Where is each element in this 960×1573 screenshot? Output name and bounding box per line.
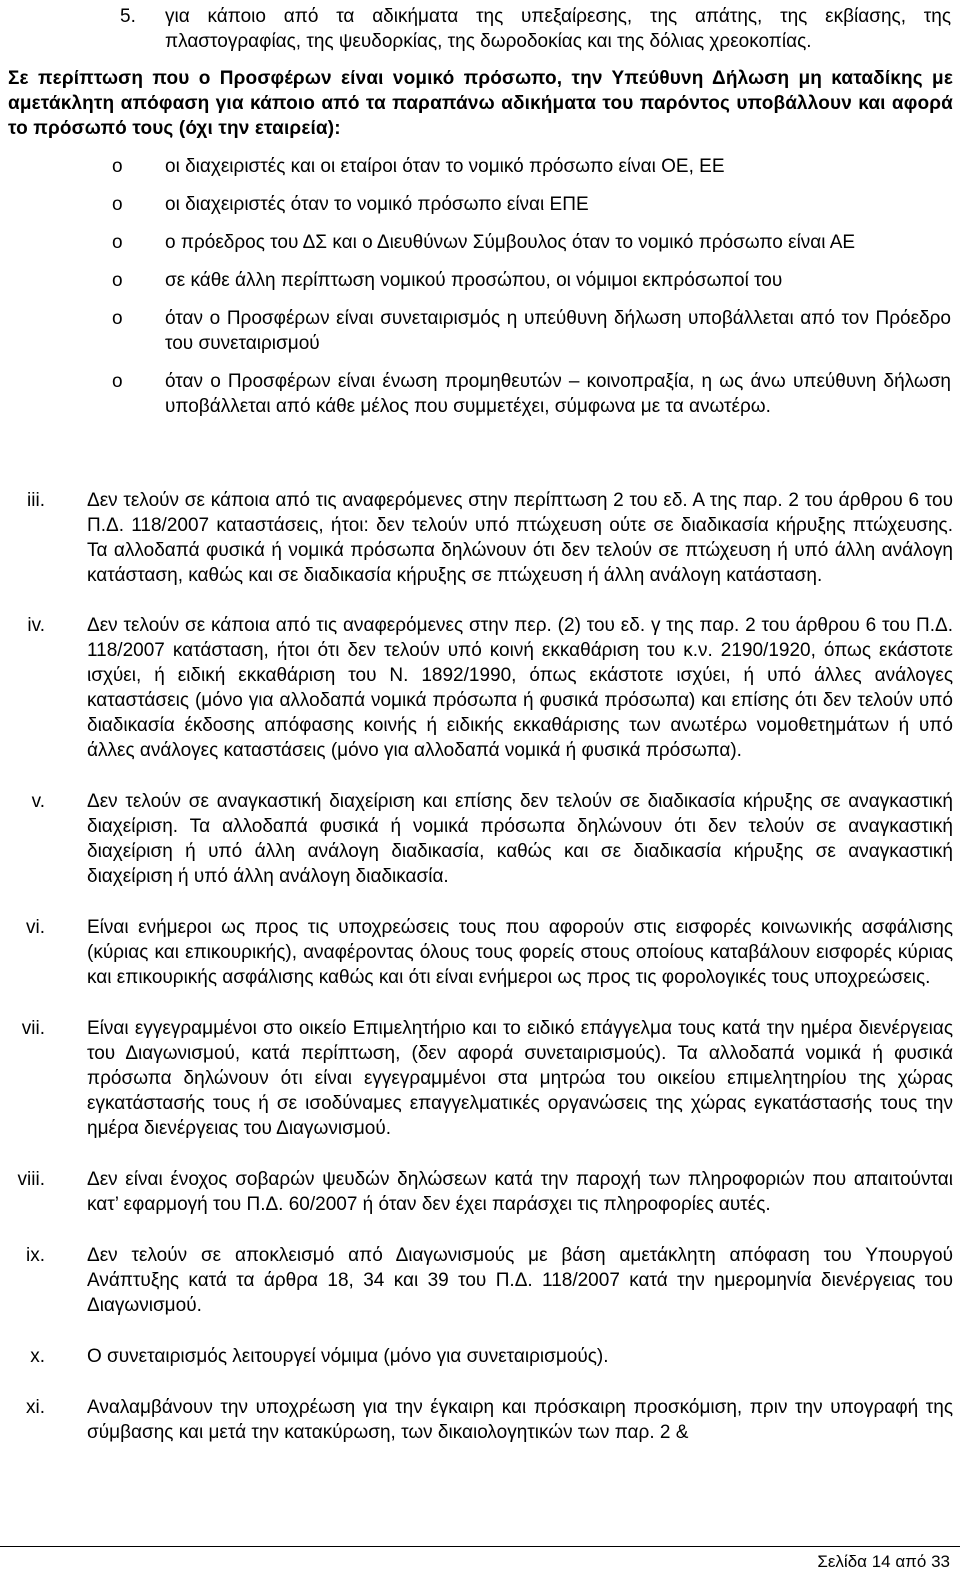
list-item: [0, 1344, 960, 1369]
list-item: [0, 369, 960, 419]
list-item: [0, 154, 960, 179]
list-item: [0, 915, 960, 990]
bullet-marker: o: [112, 270, 123, 291]
list-item-number: vii.: [21, 1018, 45, 1039]
bullet-marker: o: [112, 194, 123, 215]
page-number: Σελίδα 14 από 33: [817, 1552, 950, 1571]
list-item-number: vi.: [26, 917, 45, 938]
list-item-text: όταν ο Προσφέρων είναι ένωση προμηθευτών – κοινοπραξία, η ως άνω υπεύθυνη δήλωση υποβάλλεται από κάθε μέλος που συμμετέχει, σύμφωνα με τα ανωτέρω.: [165, 371, 951, 417]
list-item: [0, 1243, 960, 1318]
footer-divider: [0, 1546, 960, 1547]
list-item-number: xi.: [26, 1397, 45, 1418]
list-item: [0, 192, 960, 217]
legal-entity-paragraph: Σε περίπτωση που ο Προσφέρων είναι νομικό πρόσωπο, την Υπεύθυνη Δήλωση μη καταδίκης με αμετάκλητη απόφαση για κάποιο από τα παραπάνω αδικήματα του παρόντος υποβάλλουν και αφορά το πρόσωπό τους (όχι την εταιρεία):: [8, 68, 953, 139]
list-item-number: iv.: [27, 615, 45, 636]
list-item-text: Δεν τελούν σε αναγκαστική διαχείριση και επίσης δεν τελούν σε διαδικασία κήρυξης σε αναγκαστική διαχείριση. Τα αλλοδαπά φυσικά ή νομικά πρόσωπα δηλώνουν ότι δεν τελούν σε αναγκαστική διαχείριση ή υπό άλλη ανάλογη διαδικασία, καθώς και σε διαδικασία κήρυξης σε αναγκαστική διαχείριση ή υπό άλλη ανάλογη διαδικασία.: [87, 791, 953, 887]
list-item-text: σε κάθε άλλη περίπτωση νομικού προσώπου, οι νόμιμοι εκπρόσωποί του: [165, 270, 783, 291]
list-item-text: Δεν είναι ένοχος σοβαρών ψευδών δηλώσεων κατά την παροχή των πληροφοριών που απαιτούνται κατ’ εφαρμογή του Π.Δ. 60/2007 ή όταν δεν έχει παράσχει τις πληροφορίες αυτές.: [87, 1169, 953, 1215]
list-item: [0, 1016, 960, 1141]
bullet-marker: o: [112, 308, 123, 329]
list-item-text: Δεν τελούν σε αποκλεισμό από Διαγωνισμούς με βάση αμετάκλητη απόφαση του Υπουργού Ανάπτυξης κατά τα άρθρα 18, 34 και 39 του Π.Δ. 118/2007 κατά την ημερομηνία διενέργειας του Διαγωνισμού.: [87, 1245, 953, 1316]
list-item: [0, 1167, 960, 1217]
item-5-text: για κάποιο από τα αδικήματα της υπεξαίρεσης, της απάτης, της εκβίασης, της πλαστογραφίας, της ψευδορκίας, της δωροδοκίας και της δόλιας χρεοκοπίας.: [165, 6, 951, 52]
list-item-text: ο πρόεδρος του ΔΣ και ο Διευθύνων Σύμβουλος όταν το νομικό πρόσωπο είναι ΑΕ: [165, 232, 856, 253]
roman-numbered-list: [0, 488, 960, 1445]
list-item: [0, 789, 960, 889]
list-item-text: Ο συνεταιρισμός λειτουργεί νόμιμα (μόνο για συνεταιρισμούς).: [87, 1346, 609, 1367]
list-item-number: x.: [30, 1346, 45, 1367]
bullet-marker: o: [112, 371, 123, 392]
list-item-number: v.: [31, 791, 45, 812]
list-item-text: Είναι εγγεγραμμένοι στο οικείο Επιμελητήριο και το ειδικό επάγγελμα τους κατά την ημέρα διενέργειας του Διαγωνισμού, κατά περίπτωση, (δεν αφορά συνεταιρισμούς). Τα αλλοδαπά νομικά ή φυσικά πρόσωπα δηλώνουν ότι είναι εγγεγραμμένοι στα μητρώα του οικείου επιμελητηρίου της χώρας εγκατάστασής τους ή σε ισοδύναμες επαγγελματικές οργανώσεις της χώρας εγκατάστασής τους την ημέρα διενέργειας του Διαγωνισμού.: [87, 1018, 953, 1139]
list-item: [0, 1395, 960, 1445]
list-item-text: Δεν τελούν σε κάποια από τις αναφερόμενες στην περίπτωση 2 του εδ. Α της παρ. 2 του άρθρου 6 του Π.Δ. 118/2007 καταστάσεις, ήτοι: δεν τελούν υπό πτώχευση ούτε σε διαδικασία κήρυξης πτώχευσης. Τα αλλοδαπά φυσικά ή νομικά πρόσωπα δηλώνουν ότι δεν τελούν σε πτώχευση ή υπό άλλη ανάλογη κατάσταση, καθώς και σε διαδικασία κήρυξης σε πτώχευση ή άλλη ανάλογη κατάσταση.: [87, 490, 953, 586]
list-item: [0, 613, 960, 763]
bullet-marker: o: [112, 232, 123, 253]
list-item-text: Αναλαμβάνουν την υποχρέωση για την έγκαιρη και πρόσκαιρη προσκόμιση, πριν την υπογραφή της σύμβασης και μετά την κατακύρωση, των δικαιολογητικών των παρ. 2 &: [87, 1397, 953, 1443]
list-item-text: Είναι ενήμεροι ως προς τις υποχρεώσεις τους που αφορούν στις εισφορές κοινωνικής ασφάλισης (κύριας και επικουρικής), αναφέροντας όλους τους φορείς στους οποίους καταβάλουν εισφορές κύριας και επικουρικής ασφάλισης καθώς και ότι είναι ενήμεροι ως προς τις φορολογικές τους υποχρεώσεις.: [87, 917, 953, 988]
list-item-text: οι διαχειριστές όταν το νομικό πρόσωπο είναι ΕΠΕ: [165, 194, 589, 215]
list-item-number: viii.: [17, 1169, 45, 1190]
list-item-number: ix.: [26, 1245, 45, 1266]
list-item-text: οι διαχειριστές και οι εταίροι όταν το νομικό πρόσωπο είναι ΟΕ, ΕΕ: [165, 156, 725, 177]
page-footer: [0, 1546, 960, 1573]
representatives-list: [0, 154, 960, 432]
list-item: [0, 306, 960, 356]
list-item-text: Δεν τελούν σε κάποια από τις αναφερόμενες στην περ. (2) του εδ. γ της παρ. 2 του άρθρου 6 του Π.Δ. 118/2007 κατάσταση, ήτοι ότι δεν τελούν υπό κοινή εκκαθάριση του κ.ν. 2190/1920, όπως εκάστοτε ισχύει, ή ειδική εκκαθάριση του Ν. 1892/1990, όπως εκάστοτε ισχύει, ή υπό άλλες ανάλογες καταστάσεις (μόνο για αλλοδαπά νομικά πρόσωπα ή φυσικά πρόσωπα) και επίσης ότι δεν τελούν υπό διαδικασία έκδοσης απόφασης κοινής ή ειδικής εκκαθάρισης των ανωτέρω νομοθετημάτων ή υπό άλλες ανάλογες καταστάσεις (μόνο για αλλοδαπά νομικά ή φυσικά πρόσωπα).: [87, 615, 953, 761]
list-item-number: iii.: [27, 490, 45, 511]
list-item-text: όταν ο Προσφέρων είναι συνεταιρισμός η υπεύθυνη δήλωση υποβάλλεται από τον Πρόεδρο του συνεταιρισμού: [165, 308, 951, 354]
list-item: [0, 268, 960, 293]
list-item: [0, 488, 960, 588]
item-5-number: 5.: [120, 6, 136, 27]
bullet-marker: o: [112, 156, 123, 177]
list-item: [0, 230, 960, 255]
